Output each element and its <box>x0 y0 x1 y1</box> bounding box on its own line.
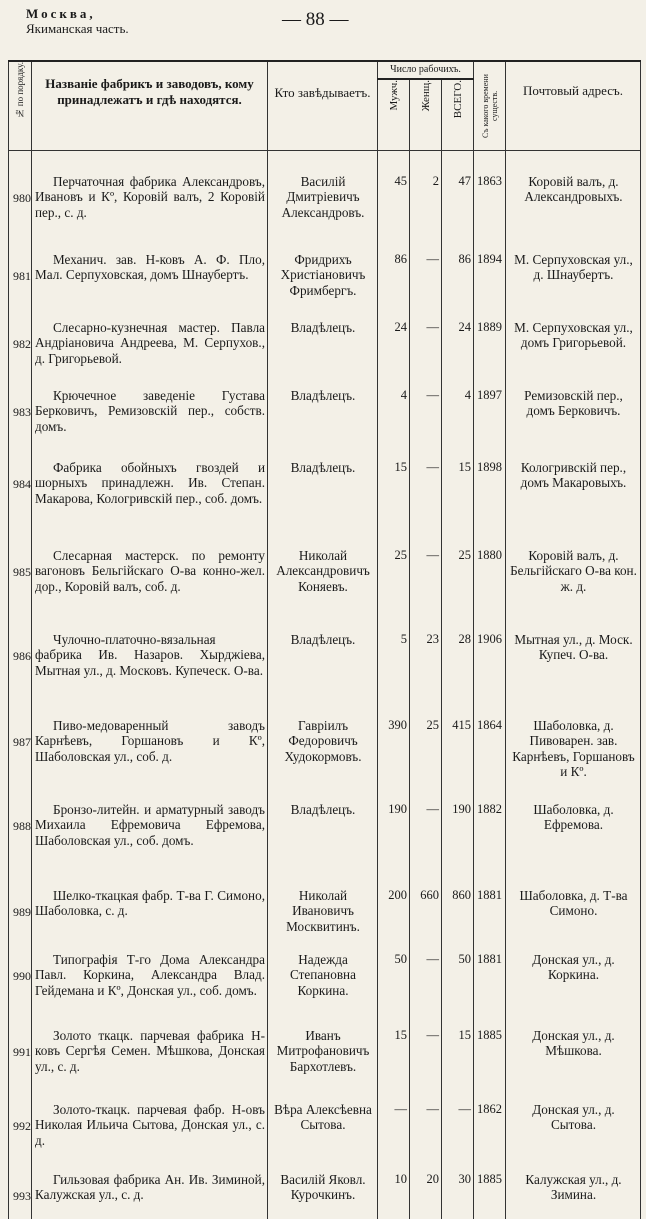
factory-name: Пиво-медоваренный заводъ Карнѣевъ, Горшановъ и Кº, Шаболовская ул., соб. д. <box>32 715 268 799</box>
founded-year: 1881 <box>474 885 506 949</box>
table-row <box>9 1025 641 1099</box>
factory-name: Чулочно-платочно-вязальная фабрика Ив. Назаров. Хырджіева, Мытная ул., д. Московъ. Купеческ. О-ва. <box>32 629 268 715</box>
row-number: 980 <box>9 171 32 249</box>
women-count: — <box>410 457 442 545</box>
row-number: 993 <box>9 1169 32 1219</box>
total-count: 50 <box>442 949 474 1025</box>
total-count: 415 <box>442 715 474 799</box>
women-count: — <box>410 1025 442 1099</box>
table-row <box>9 545 641 629</box>
total-count: 4 <box>442 385 474 457</box>
men-count: 24 <box>378 317 410 385</box>
manager-name: Владѣлецъ. <box>268 385 378 457</box>
row-number: 985 <box>9 545 32 629</box>
postal-address: Донская ул., д. Сытова. <box>506 1099 641 1169</box>
manager-name: Гавріилъ Федоровичъ Худокормовъ. <box>268 715 378 799</box>
men-count: 200 <box>378 885 410 949</box>
men-count: 50 <box>378 949 410 1025</box>
table-row <box>9 1099 641 1169</box>
total-count: 47 <box>442 171 474 249</box>
table-row <box>9 1169 641 1219</box>
factory-name: Механич. зав. Н-ковъ А. Ф. Пло, Мал. Серпуховская, домъ Шнаубертъ. <box>32 249 268 317</box>
founded-year: 1897 <box>474 385 506 457</box>
total-count: 15 <box>442 457 474 545</box>
factory-name: Шелко-ткацкая фабр. Т-ва Г. Симоно, Шаболовка, с. д. <box>32 885 268 949</box>
row-number: 992 <box>9 1099 32 1169</box>
table-row <box>9 715 641 799</box>
total-count: — <box>442 1099 474 1169</box>
row-number: 988 <box>9 799 32 885</box>
table-row <box>9 885 641 949</box>
manager-name: Владѣлецъ. <box>268 457 378 545</box>
postal-address: Калужская ул., д. Зимина. <box>506 1169 641 1219</box>
col-header-workers: Число рабочихъ. <box>378 61 474 79</box>
postal-address: Мытная ул., д. Моск. Купеч. О-ва. <box>506 629 641 715</box>
total-count: 30 <box>442 1169 474 1219</box>
factory-name: Гильзовая фабрика Ан. Ив. Зиминой, Калужская ул., с. д. <box>32 1169 268 1219</box>
table-row <box>9 629 641 715</box>
row-number: 990 <box>9 949 32 1025</box>
row-number: 984 <box>9 457 32 545</box>
factory-name: Слесарно-кузнечная мастер. Павла Андріановича Андреева, М. Серпухов., д. Григорьевой. <box>32 317 268 385</box>
table-row <box>9 799 641 885</box>
total-count: 25 <box>442 545 474 629</box>
total-count: 15 <box>442 1025 474 1099</box>
factory-name: Типографія Т-го Дома Александра Павл. Коркина, Александра Влад. Гейдемана и Кº, Донская ул., соб. домъ. <box>32 949 268 1025</box>
manager-name: Надежда Степановна Коркина. <box>268 949 378 1025</box>
manager-name: Владѣлецъ. <box>268 799 378 885</box>
postal-address: Донская ул., д. Мѣшкова. <box>506 1025 641 1099</box>
total-count: 86 <box>442 249 474 317</box>
women-count: — <box>410 545 442 629</box>
founded-year: 1880 <box>474 545 506 629</box>
women-count: 660 <box>410 885 442 949</box>
page-header-location <box>26 6 129 36</box>
manager-name: Василій Яковл. Курочкинъ. <box>268 1169 378 1219</box>
postal-address: Коровій валъ, д. Александровыхъ. <box>506 171 641 249</box>
factory-name: Перчаточная фабрика Александровъ, Ивановъ и Кº, Коровій валъ, 2 Коровій пер., с. д. <box>32 171 268 249</box>
table-row <box>9 317 641 385</box>
manager-name: Николай Ивановичъ Москвитинъ. <box>268 885 378 949</box>
women-count: — <box>410 1099 442 1169</box>
postal-address: Кологривскій пер., домъ Макаровыхъ. <box>506 457 641 545</box>
postal-address: Ремизовскій пер., домъ Берковичъ. <box>506 385 641 457</box>
total-count: 860 <box>442 885 474 949</box>
header-district: Якиманская часть. <box>26 21 129 36</box>
col-header-men: Мужч. <box>378 79 410 151</box>
founded-year: 1864 <box>474 715 506 799</box>
factory-name: Бронзо-литейн. и арматурный заводъ Михаила Ефремовича Ефремова, Шаболовская ул., соб. домъ. <box>32 799 268 885</box>
men-count: 4 <box>378 385 410 457</box>
col-header-name: Названіе фабрикъ и заводовъ, кому принадлежатъ и гдѣ находятся. <box>32 61 268 151</box>
table-row <box>9 249 641 317</box>
col-header-no: № по порядку. <box>9 61 32 151</box>
postal-address: Донская ул., д. Коркина. <box>506 949 641 1025</box>
col-header-who: Кто завѣдываетъ. <box>268 61 378 151</box>
women-count: 25 <box>410 715 442 799</box>
col-header-addr: Почтовый адресъ. <box>506 61 641 151</box>
total-count: 24 <box>442 317 474 385</box>
founded-year: 1863 <box>474 171 506 249</box>
manager-name: Василій Дмитріевичъ Александровъ. <box>268 171 378 249</box>
men-count: — <box>378 1099 410 1169</box>
women-count: — <box>410 249 442 317</box>
postal-address: Шаболовка, д. Ефремова. <box>506 799 641 885</box>
men-count: 390 <box>378 715 410 799</box>
founded-year: 1889 <box>474 317 506 385</box>
manager-name: Владѣлецъ. <box>268 317 378 385</box>
manager-name: Николай Александровичъ Коняевъ. <box>268 545 378 629</box>
total-count: 190 <box>442 799 474 885</box>
women-count: — <box>410 385 442 457</box>
total-count: 28 <box>442 629 474 715</box>
manager-name: Фридрихъ Христіановичъ Фримбергъ. <box>268 249 378 317</box>
factory-name: Слесарная мастерск. по ремонту вагоновъ Бельгійскаго О-ва конно-жел. дор., Коровій валъ, соб. д. <box>32 545 268 629</box>
women-count: 20 <box>410 1169 442 1219</box>
col-header-total: ВСЕГО. <box>442 79 474 151</box>
women-count: 23 <box>410 629 442 715</box>
founded-year: 1885 <box>474 1025 506 1099</box>
row-number: 981 <box>9 249 32 317</box>
col-header-women: Женщ. <box>410 79 442 151</box>
men-count: 190 <box>378 799 410 885</box>
postal-address: Шаболовка, д. Пивоварен. зав. Карнѣевъ, Горшановъ и Кº. <box>506 715 641 799</box>
women-count: 2 <box>410 171 442 249</box>
men-count: 45 <box>378 171 410 249</box>
men-count: 10 <box>378 1169 410 1219</box>
factory-name: Золото-ткацк. парчевая фабр. Н-овъ Николая Ильича Сытова, Донская ул., с. д. <box>32 1099 268 1169</box>
founded-year: 1894 <box>474 249 506 317</box>
table-row <box>9 385 641 457</box>
founded-year: 1881 <box>474 949 506 1025</box>
row-number: 989 <box>9 885 32 949</box>
founded-year: 1862 <box>474 1099 506 1169</box>
factory-name: Крючечное заведеніе Густава Берковичъ, Ремизовскій пер., собств. домъ. <box>32 385 268 457</box>
factory-name: Золото ткацк. парчевая фабрика Н-ковъ Сергѣя Семен. Мѣшкова, Донская ул., с. д. <box>32 1025 268 1099</box>
manager-name: Иванъ Митрофановичъ Бархотлевъ. <box>268 1025 378 1099</box>
men-count: 5 <box>378 629 410 715</box>
postal-address: М. Серпуховская ул., д. Шнаубертъ. <box>506 249 641 317</box>
factory-table <box>8 60 641 1219</box>
men-count: 86 <box>378 249 410 317</box>
women-count: — <box>410 949 442 1025</box>
row-number: 991 <box>9 1025 32 1099</box>
men-count: 25 <box>378 545 410 629</box>
manager-name: Владѣлецъ. <box>268 629 378 715</box>
table-row <box>9 457 641 545</box>
postal-address: М. Серпуховская ул., домъ Григорьевой. <box>506 317 641 385</box>
men-count: 15 <box>378 1025 410 1099</box>
founded-year: 1882 <box>474 799 506 885</box>
postal-address: Шаболовка, д. Т-ва Симоно. <box>506 885 641 949</box>
founded-year: 1898 <box>474 457 506 545</box>
founded-year: 1906 <box>474 629 506 715</box>
founded-year: 1885 <box>474 1169 506 1219</box>
row-number: 983 <box>9 385 32 457</box>
row-number: 986 <box>9 629 32 715</box>
col-header-year: Съ какого времени существ. <box>474 61 506 151</box>
table-row <box>9 949 641 1025</box>
table-row <box>9 171 641 249</box>
women-count: — <box>410 799 442 885</box>
header-city: Москва, <box>26 6 96 21</box>
row-number: 982 <box>9 317 32 385</box>
factory-name: Фабрика обойныхъ гвоздей и шорныхъ принадлежн. Ив. Степан. Макарова, Кологривскій пер., соб. домъ. <box>32 457 268 545</box>
women-count: — <box>410 317 442 385</box>
men-count: 15 <box>378 457 410 545</box>
page-number: — 88 — <box>282 9 349 30</box>
manager-name: Вѣра Алексѣевна Сытова. <box>268 1099 378 1169</box>
postal-address: Коровій валъ, д. Бельгійскаго О-ва кон. ж. д. <box>506 545 641 629</box>
row-number: 987 <box>9 715 32 799</box>
